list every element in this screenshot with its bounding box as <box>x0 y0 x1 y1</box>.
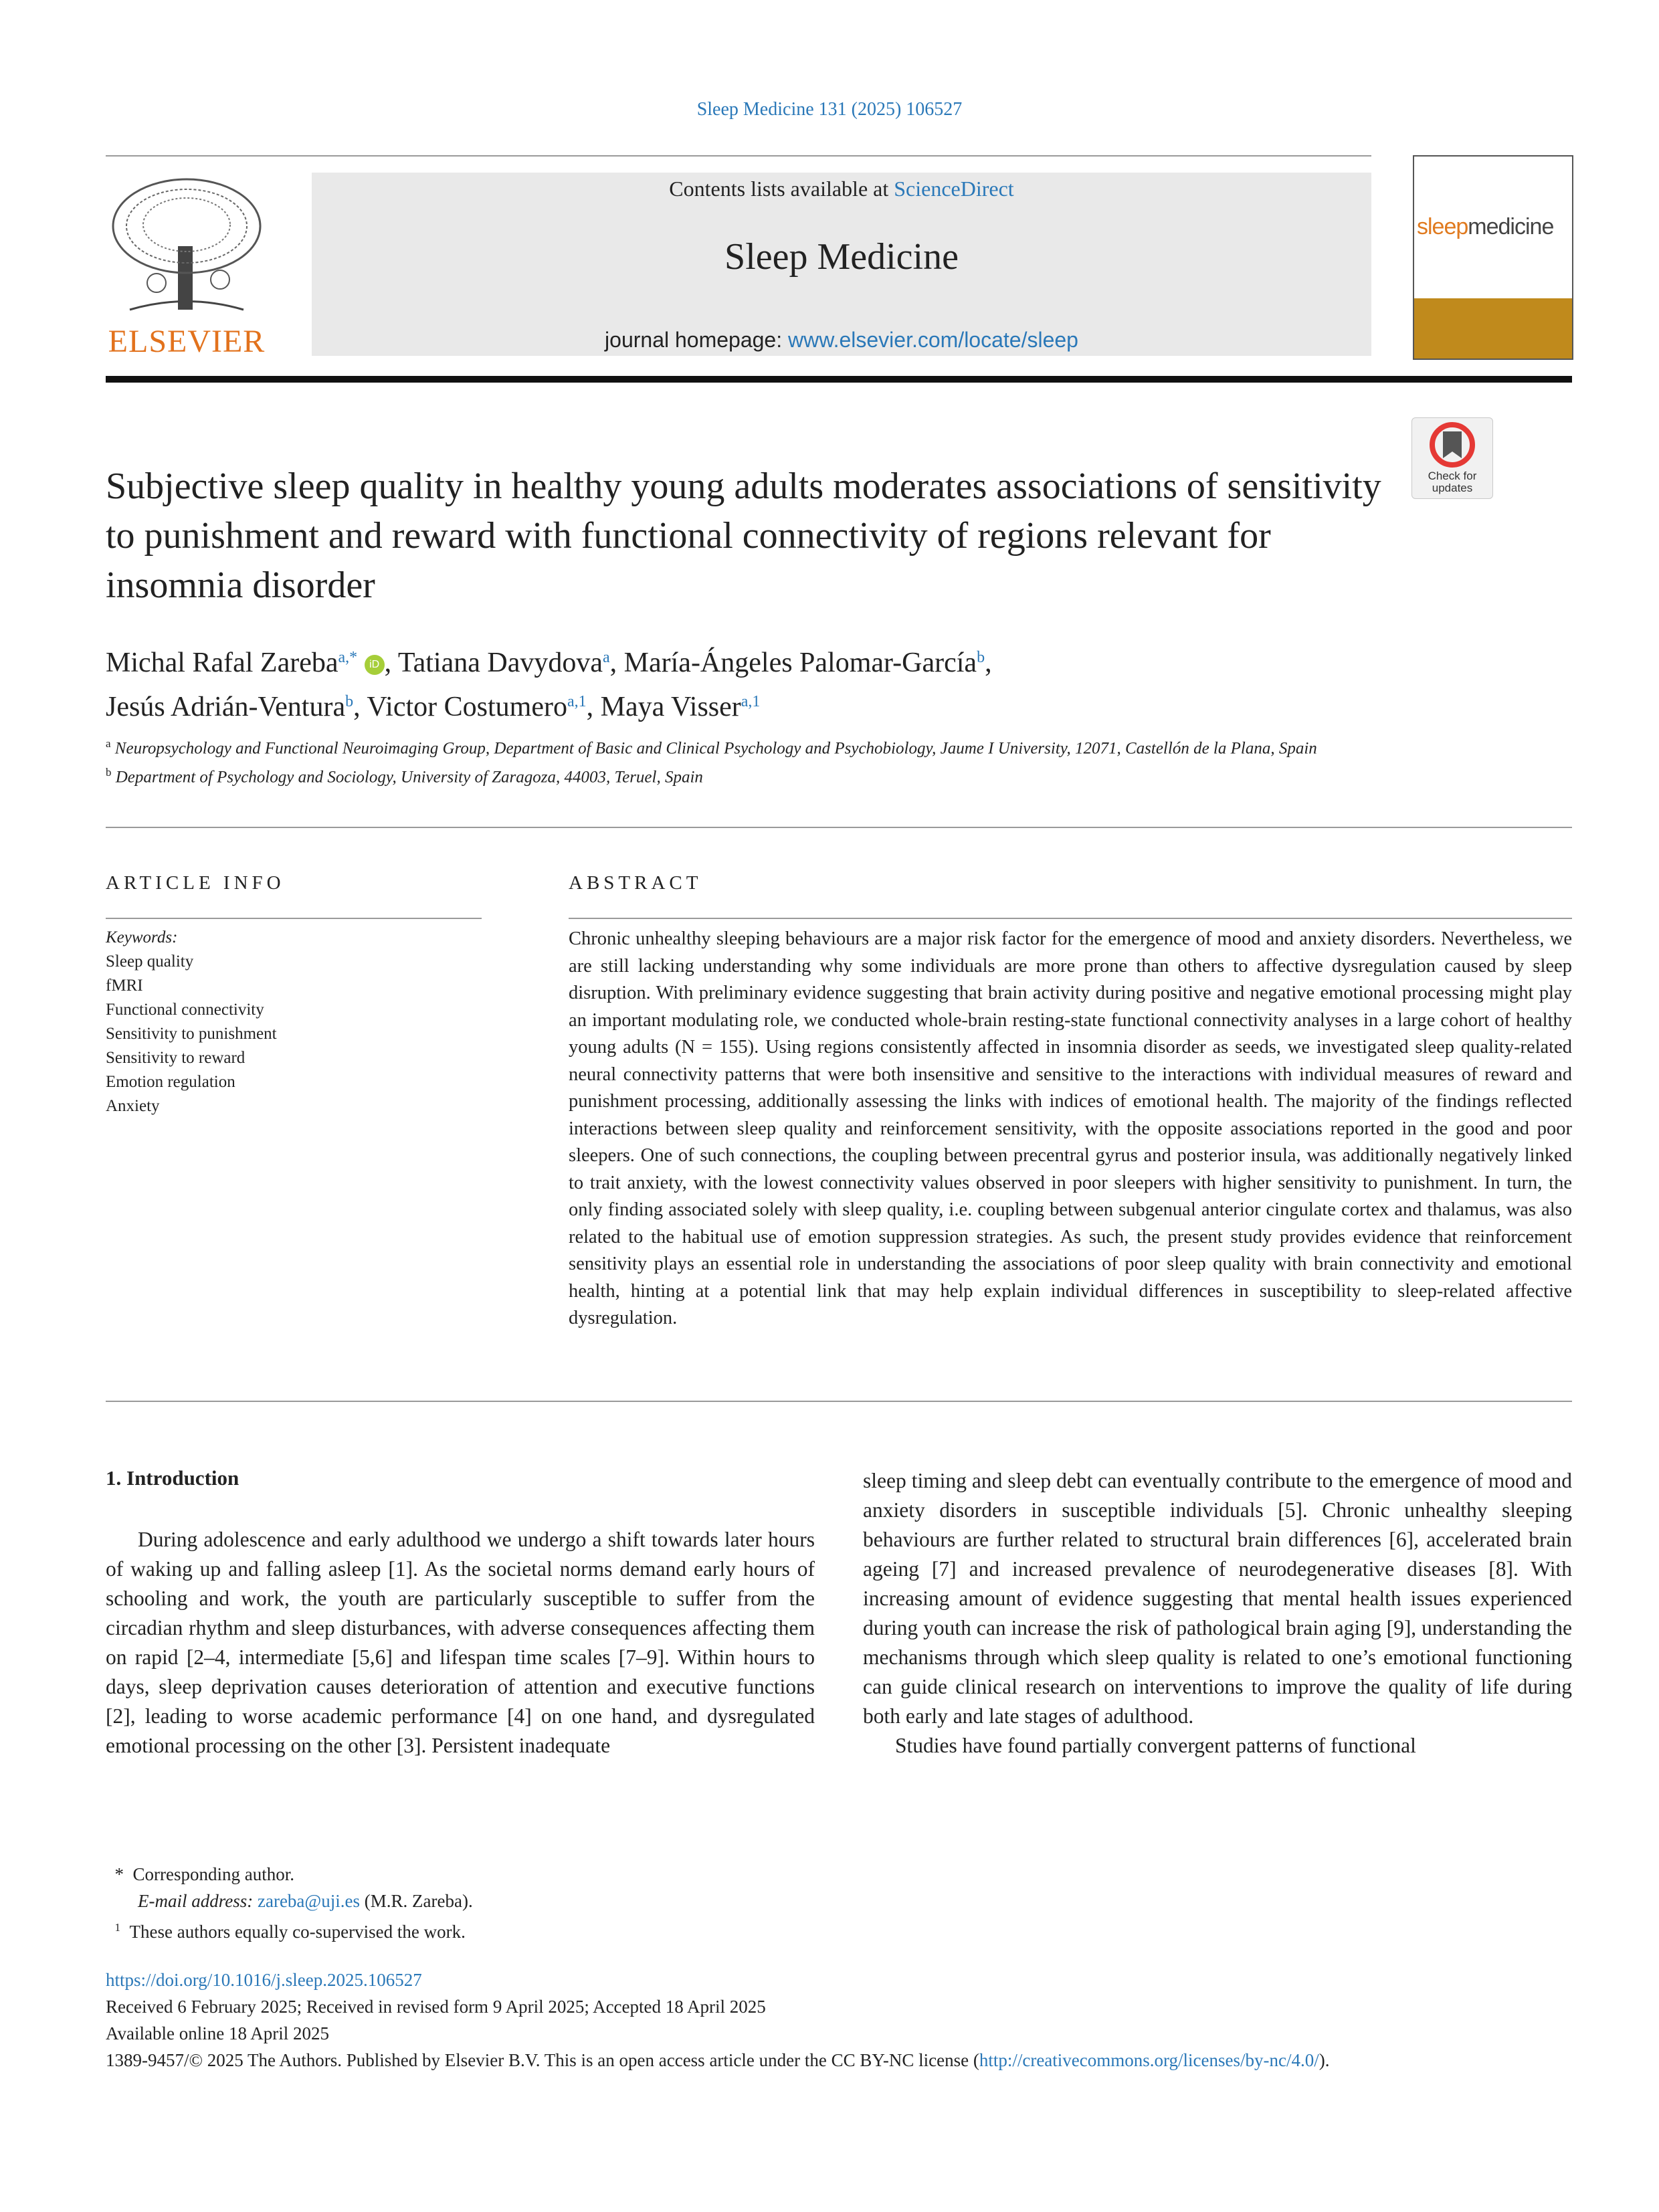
affiliation <box>106 732 1390 761</box>
homepage-line <box>312 328 1371 353</box>
email-label: E-mail address: <box>138 1891 258 1911</box>
body-column-right <box>863 1466 1572 1761</box>
journal-citation-link[interactable]: Sleep Medicine 131 (2025) 106527 <box>696 99 963 120</box>
tree-icon <box>103 173 270 316</box>
received-dates: Received 6 February 2025; Received in revised form 9 April 2025; Accepted 18 April 2025 <box>106 1997 766 2017</box>
body-paragraph: sleep timing and sleep debt can eventually contribute to the emergence of mood and anxiety disorders in susceptible individuals [5]. Chronic unhealthy sleeping behaviours are further related to structural brain differences [6], accelerated brain ageing [7] and increased prevalence of neurodegenerative diseases [8]. With increasing amount of evidence suggesting that mental health issues experienced during youth can increase the risk of pathological brain aging [9], understanding the mechanisms through which sleep quality is related to one’s emotional functioning can guide clinical research on interventions to improve the quality of life during both early and late stages of adulthood. <box>863 1469 1572 1728</box>
email-suffix: (M.R. Zareba). <box>360 1891 473 1911</box>
license-link[interactable]: http://creativecommons.org/licenses/by-nc/4.0/ <box>979 2050 1319 2070</box>
footnotes <box>106 1861 775 1945</box>
contents-line <box>312 177 1371 201</box>
keyword: Anxiety <box>106 1097 160 1115</box>
author-name[interactable]: María-Ángeles Palomar-García <box>623 647 977 678</box>
author-affil-mark[interactable]: b <box>977 649 985 666</box>
check-for-updates-label: Check for updates <box>1428 470 1477 494</box>
footnote-text: Corresponding author. <box>132 1864 294 1884</box>
journal-header-box <box>312 173 1371 356</box>
author-affil-mark[interactable]: a <box>603 649 610 666</box>
doi-link[interactable]: https://doi.org/10.1016/j.sleep.2025.106527 <box>106 1970 422 1990</box>
header-thick-rule <box>106 376 1572 383</box>
keyword: Emotion regulation <box>106 1073 235 1091</box>
footnote-mark: * <box>114 1864 124 1884</box>
sciencedirect-link[interactable]: ScienceDirect <box>894 177 1014 201</box>
footnote-text: These authors equally co-supervised the work. <box>129 1922 466 1942</box>
cover-title <box>1417 214 1569 240</box>
cover-image-band <box>1414 298 1572 359</box>
elsevier-wordmark: ELSEVIER <box>108 324 266 359</box>
affiliation-mark: b <box>106 766 112 779</box>
affiliation-text: Neuropsychology and Functional Neuroimaging Group, Department of Basic and Clinical Psychology and Psychobiology, Jaume I University, 12071, Castellón de la Plana, Spain <box>114 739 1317 758</box>
body-paragraph: During adolescence and early adulthood we undergo a shift towards later hours of waking up and falling asleep [1]. As the societal norms demand early hours of schooling and work, the youth are particularly susceptible to suffer from the circadian rhythm and sleep disturbances, with adverse consequences affecting them on rapid [2–4, intermediate [5,6] and lifespan time scales [7–9]. Within hours to days, sleep deprivation causes deterioration of attention and executive functions [2], leading to worse academic performance [4] on one hand, and dysregulated emotional processing on the other [3]. Persistent inadequate <box>106 1528 815 1757</box>
orcid-icon[interactable]: iD <box>365 655 385 675</box>
divider <box>569 918 1572 919</box>
elsevier-logo <box>103 173 270 360</box>
cover-title-sleep: sleep <box>1417 214 1468 239</box>
affiliations <box>106 732 1390 790</box>
divider <box>106 1401 1572 1402</box>
affiliation-mark: a <box>106 737 111 750</box>
footnote-corresponding <box>106 1861 775 1888</box>
contents-prefix: Contents lists available at <box>669 177 894 201</box>
keywords-list <box>106 926 480 1118</box>
author-name[interactable]: Tatiana Davydova <box>397 647 603 678</box>
abstract-heading: ABSTRACT <box>569 872 702 894</box>
footnote-1 <box>106 1914 775 1945</box>
abstract-text: Chronic unhealthy sleeping behaviours are a major risk factor for the emergence of mood and anxiety disorders. Nevertheless, we are still lacking understanding why some individuals are more prone than others to affective dysregulation caused by sleep disruption. With preliminary evidence suggesting that brain activity during positive and negative emotional processing might play an important modulating role, we conducted whole-brain resting-state functional connectivity analyses in a large cohort of healthy young adults (N = 155). Using regions consistently affected in insomnia disorder as seeds, we investigated sleep quality-related neural connectivity patterns that were both insensitive and sensitive to the interactions with individual measures of reward and punishment processing, additionally assessing the links with indices of emotional health. The majority of the findings reflected interactions between sleep quality and reinforcement sensitivity, with the opposite associations reported in the good and poor sleepers. One of such connections, the coupling between precentral gyrus and posterior insula, was additionally negatively linked to trait anxiety, with the lowest connectivity values observed in poor sleepers with higher sensitivity to punishment. In turn, the only finding associated solely with sleep quality, i.e. coupling between subgenual anterior cingulate cortex and thalamus, was also related to the habitual use of emotion suppression strategies. As such, the present study provides evidence that reinforcement sensitivity plays an essential role in understanding the associations of poor sleep quality with brain connectivity and emotional health, hinting at a potential link that may help explain individual differences in susceptibility to sleep-related affective dysregulation. <box>569 928 1572 1328</box>
footnote-mark: 1 <box>114 1921 120 1934</box>
affiliation <box>106 761 1390 789</box>
keyword: Sensitivity to reward <box>106 1049 246 1067</box>
bookmark-icon <box>1412 418 1492 472</box>
divider <box>106 827 1572 828</box>
keyword: Functional connectivity <box>106 1001 264 1019</box>
author-affil-mark[interactable]: a,1 <box>741 693 761 710</box>
divider <box>106 918 482 919</box>
article-info-heading: ARTICLE INFO <box>106 872 285 894</box>
available-online: Available online 18 April 2025 <box>106 2023 329 2043</box>
author-name[interactable]: Michal Rafal Zareba <box>106 647 338 678</box>
author-name[interactable]: Victor Costumero <box>367 692 567 722</box>
license-statement <box>106 2047 1572 2074</box>
author-name[interactable]: Maya Visser <box>600 692 741 722</box>
article-title: Subjective sleep quality in healthy young adults moderates associations of sensitivity to punishment and reward with functional connectivity of regions relevant for insomnia disorder <box>106 466 1381 606</box>
keyword: Sleep quality <box>106 952 194 971</box>
author-name[interactable]: Jesús Adrián-Ventura <box>106 692 346 722</box>
section-heading-introduction: 1. Introduction <box>106 1466 239 1490</box>
license-prefix: 1389-9457/© 2025 The Authors. Published by Elsevier B.V. This is an open access article under the CC BY-NC license ( <box>106 2050 979 2070</box>
journal-cover-thumbnail[interactable] <box>1413 155 1573 360</box>
body-column-left <box>106 1525 815 1761</box>
journal-title: Sleep Medicine <box>724 236 959 278</box>
keyword: Sensitivity to punishment <box>106 1025 277 1043</box>
email-link[interactable]: zareba@uji.es <box>257 1891 361 1911</box>
author-affil-mark[interactable]: a,* <box>338 649 358 666</box>
keyword: fMRI <box>106 977 143 995</box>
body-paragraph: Studies have found partially convergent patterns of functional <box>895 1734 1416 1757</box>
footnote-email <box>106 1888 775 1914</box>
author-list: Michal Rafal Zareba$^{a,*}$ iD , Tatiana Davydova$^a$, María-Ángeles Palomar-García$^b$, Jesús Adrián-Ventura$^b$, Victor Costumero$^{a,1}$, Maya Visser$^{a,1}$ <box>106 647 992 722</box>
check-for-updates-button[interactable] <box>1411 417 1493 499</box>
publication-info <box>106 1967 1572 2074</box>
author-affil-mark[interactable]: b <box>345 693 354 710</box>
homepage-link[interactable]: www.elsevier.com/locate/sleep <box>788 328 1078 352</box>
homepage-prefix: journal homepage: <box>605 328 788 352</box>
cover-title-medicine: medicine <box>1468 214 1554 239</box>
affiliation-text: Department of Psychology and Sociology, University of Zaragoza, 44003, Teruel, Spain <box>115 768 703 787</box>
license-suffix: ). <box>1319 2050 1330 2070</box>
divider <box>106 155 1371 157</box>
author-affil-mark[interactable]: a,1 <box>567 693 587 710</box>
keywords-label: Keywords: <box>106 928 178 946</box>
